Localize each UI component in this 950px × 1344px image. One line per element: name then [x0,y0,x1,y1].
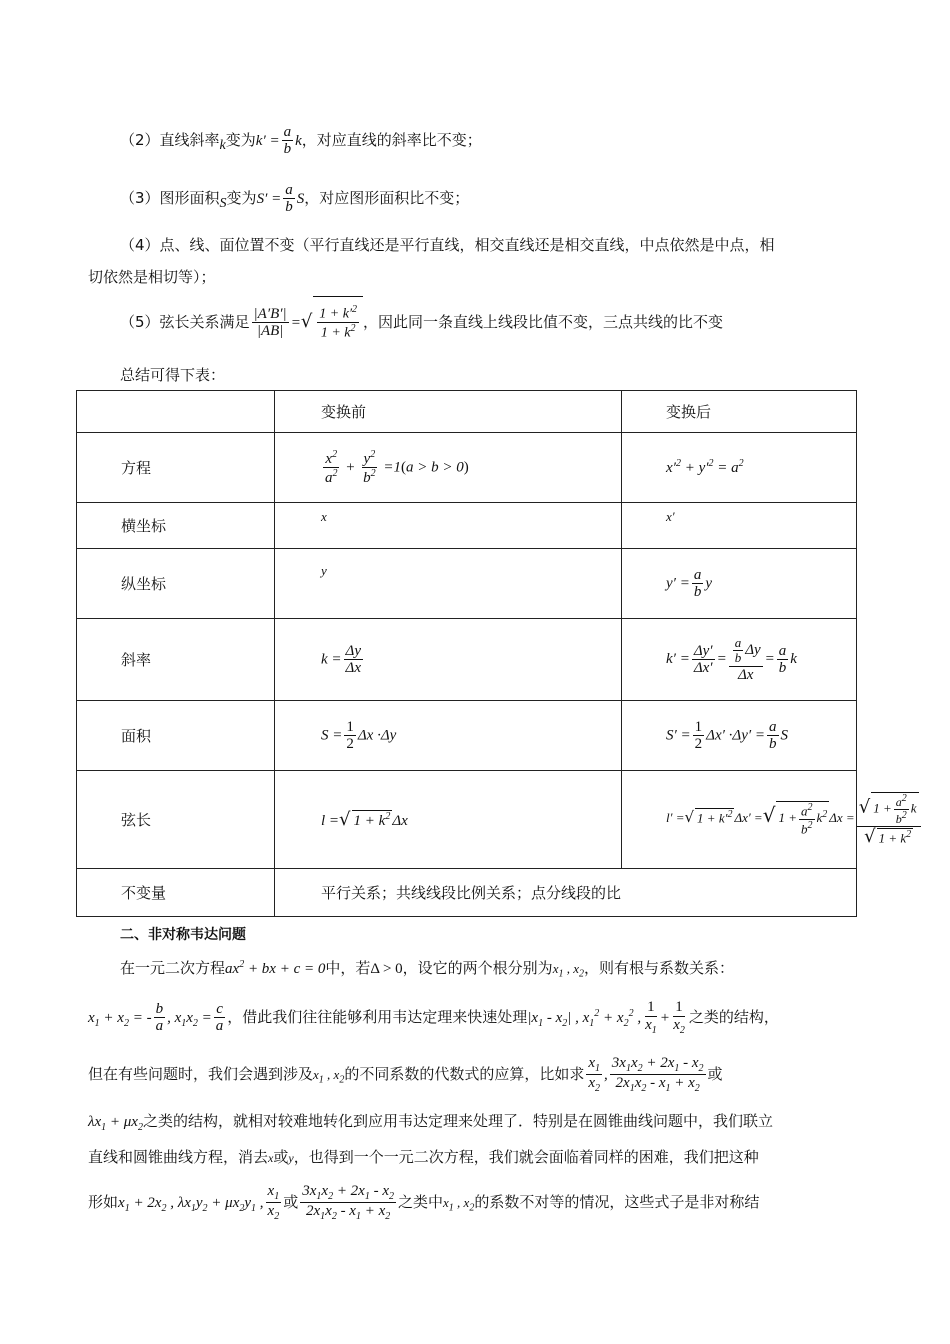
para-line-2: $x_1 + x_2$ = - $\frac{b}{a}$ , $x_1x_2$ = $\frac{c}{a}$ ，借此我们往往能够利用韦达定理来快速处理$|x_1 - x_2|$ , $x_1^2 + x_2^2$ , $\frac{1}{x_1}$ + $\frac{1}{x_2}$ 之类的结构， [88,999,779,1036]
table-header-row [77,391,857,433]
table-row: 不变量 平行关系；共线线段比例关系；点分线段的比 [77,869,857,917]
table-row: 面积 S = $\frac{1}{2}$ Δx ·Δy S′ = $\frac{1}{2}$ Δx′ ·Δy′ = $\frac{a}{b}$ S [77,701,857,771]
para-line-1: 在一元二次方程$ax^2$ + bx + c = 0中，若Δ > 0，设它的两个根分别为$x_1$ , $x_2$，则有根与系数关系： [120,959,735,980]
transform-table [76,390,917,917]
table-row: 方程 $\frac{x^2}{a^2}$ + $\frac{y^2}{b^2}$ =1(a > b > 0) $x'^2 + y'^2 = a^2$ [77,433,857,503]
table-row: 斜率 k = $\frac{\Delta y}{\Delta x}$ k′ = $\frac{\Delta y'}{\Delta x'}$ = $\frac{a}{b}$ Δy Δx = $\frac{a}{b}$ k [77,619,857,701]
header-after: 变换后 [622,391,857,433]
item-chord: （5）弦长关系满足 $\frac{|A'B'|}{|AB|}$ =√ $\frac{1 + k'^2}{1 + k^2}$ ，因此同一条直线上线段比值不变，三点共线的比不变 [120,296,723,348]
equation-after: $x'^2 + y'^2 = a^2$ [622,433,857,503]
item-position: （4）点、线、面位置不变（平行直线还是平行直线，相交直线还是相交直线，中点依然是中点，相 [120,236,775,254]
table-row: 弦长 l =√ $1 + k^2$ Δx l′ =√ $1 + k'^2$ Δx′ =√ 1 + $\frac{a^2}{b^2}$ $k^2$ Δx = √ 1 + $\frac{a^2}{b^2}$ k √ $1 + k^2$ [77,771,857,869]
para-line-6: 形如$x_1 + 2x_2$ , $\lambda x_1y_2 + \mu x_2y_1$ , $\frac{x_1}{x_2}$ 或 $\frac{3x_1x_2 + 2x_1 - x_2}{2x_1x_2 - x_1 + x_2}$ 之类中$x_1$ , $x_2$的系数不对等的情况，这些式子是非对称结 [88,1183,760,1222]
summary-text: 总结可得下表： [120,366,226,384]
table-row: 纵坐标 y y′ = $\frac{a}{b}$ y [77,549,857,619]
item-position-cont: 切依然是相切等）； [88,268,216,286]
item-area: （3）图形面积$_S$变为S′ = $\frac{a}{b}$ S，对应图形面积比不变； [120,181,470,215]
para-line-4: $\lambda x_1 + \mu x_2$之类的结构，就相对较难地转化到应用韦达定理来处理了．特别是在圆锥曲线问题中，我们联立 [88,1112,773,1133]
para-line-5: 直线和圆锥曲线方程，消去x或y，也得到一个一元二次方程，我们就会面临着同样的困难，我们把这种 [88,1148,759,1166]
header-before: 变换前 [275,391,622,433]
item-slope: （2）直线斜率$_k$变为k′ = $\frac{a}{b}$ k，对应直线的斜率比不变； [120,123,482,157]
para-line-3: 但在有些问题时，我们会遇到涉及$x_1$ , $x_2$的不同系数的代数式的应算，比如求 $\frac{x_1}{x_2}$ , $\frac{3x_1x_2 + 2x_1 - x_2}{2x_1x_2 - x_1 + x_2}$ 或 [88,1055,723,1094]
equation-before: $\frac{x^2}{a^2}$ + $\frac{y^2}{b^2}$ =1(a > b > 0) [275,433,622,503]
section-heading: 二、非对称韦达问题 [120,927,246,943]
table-row: 横坐标 x x′ [77,503,857,549]
